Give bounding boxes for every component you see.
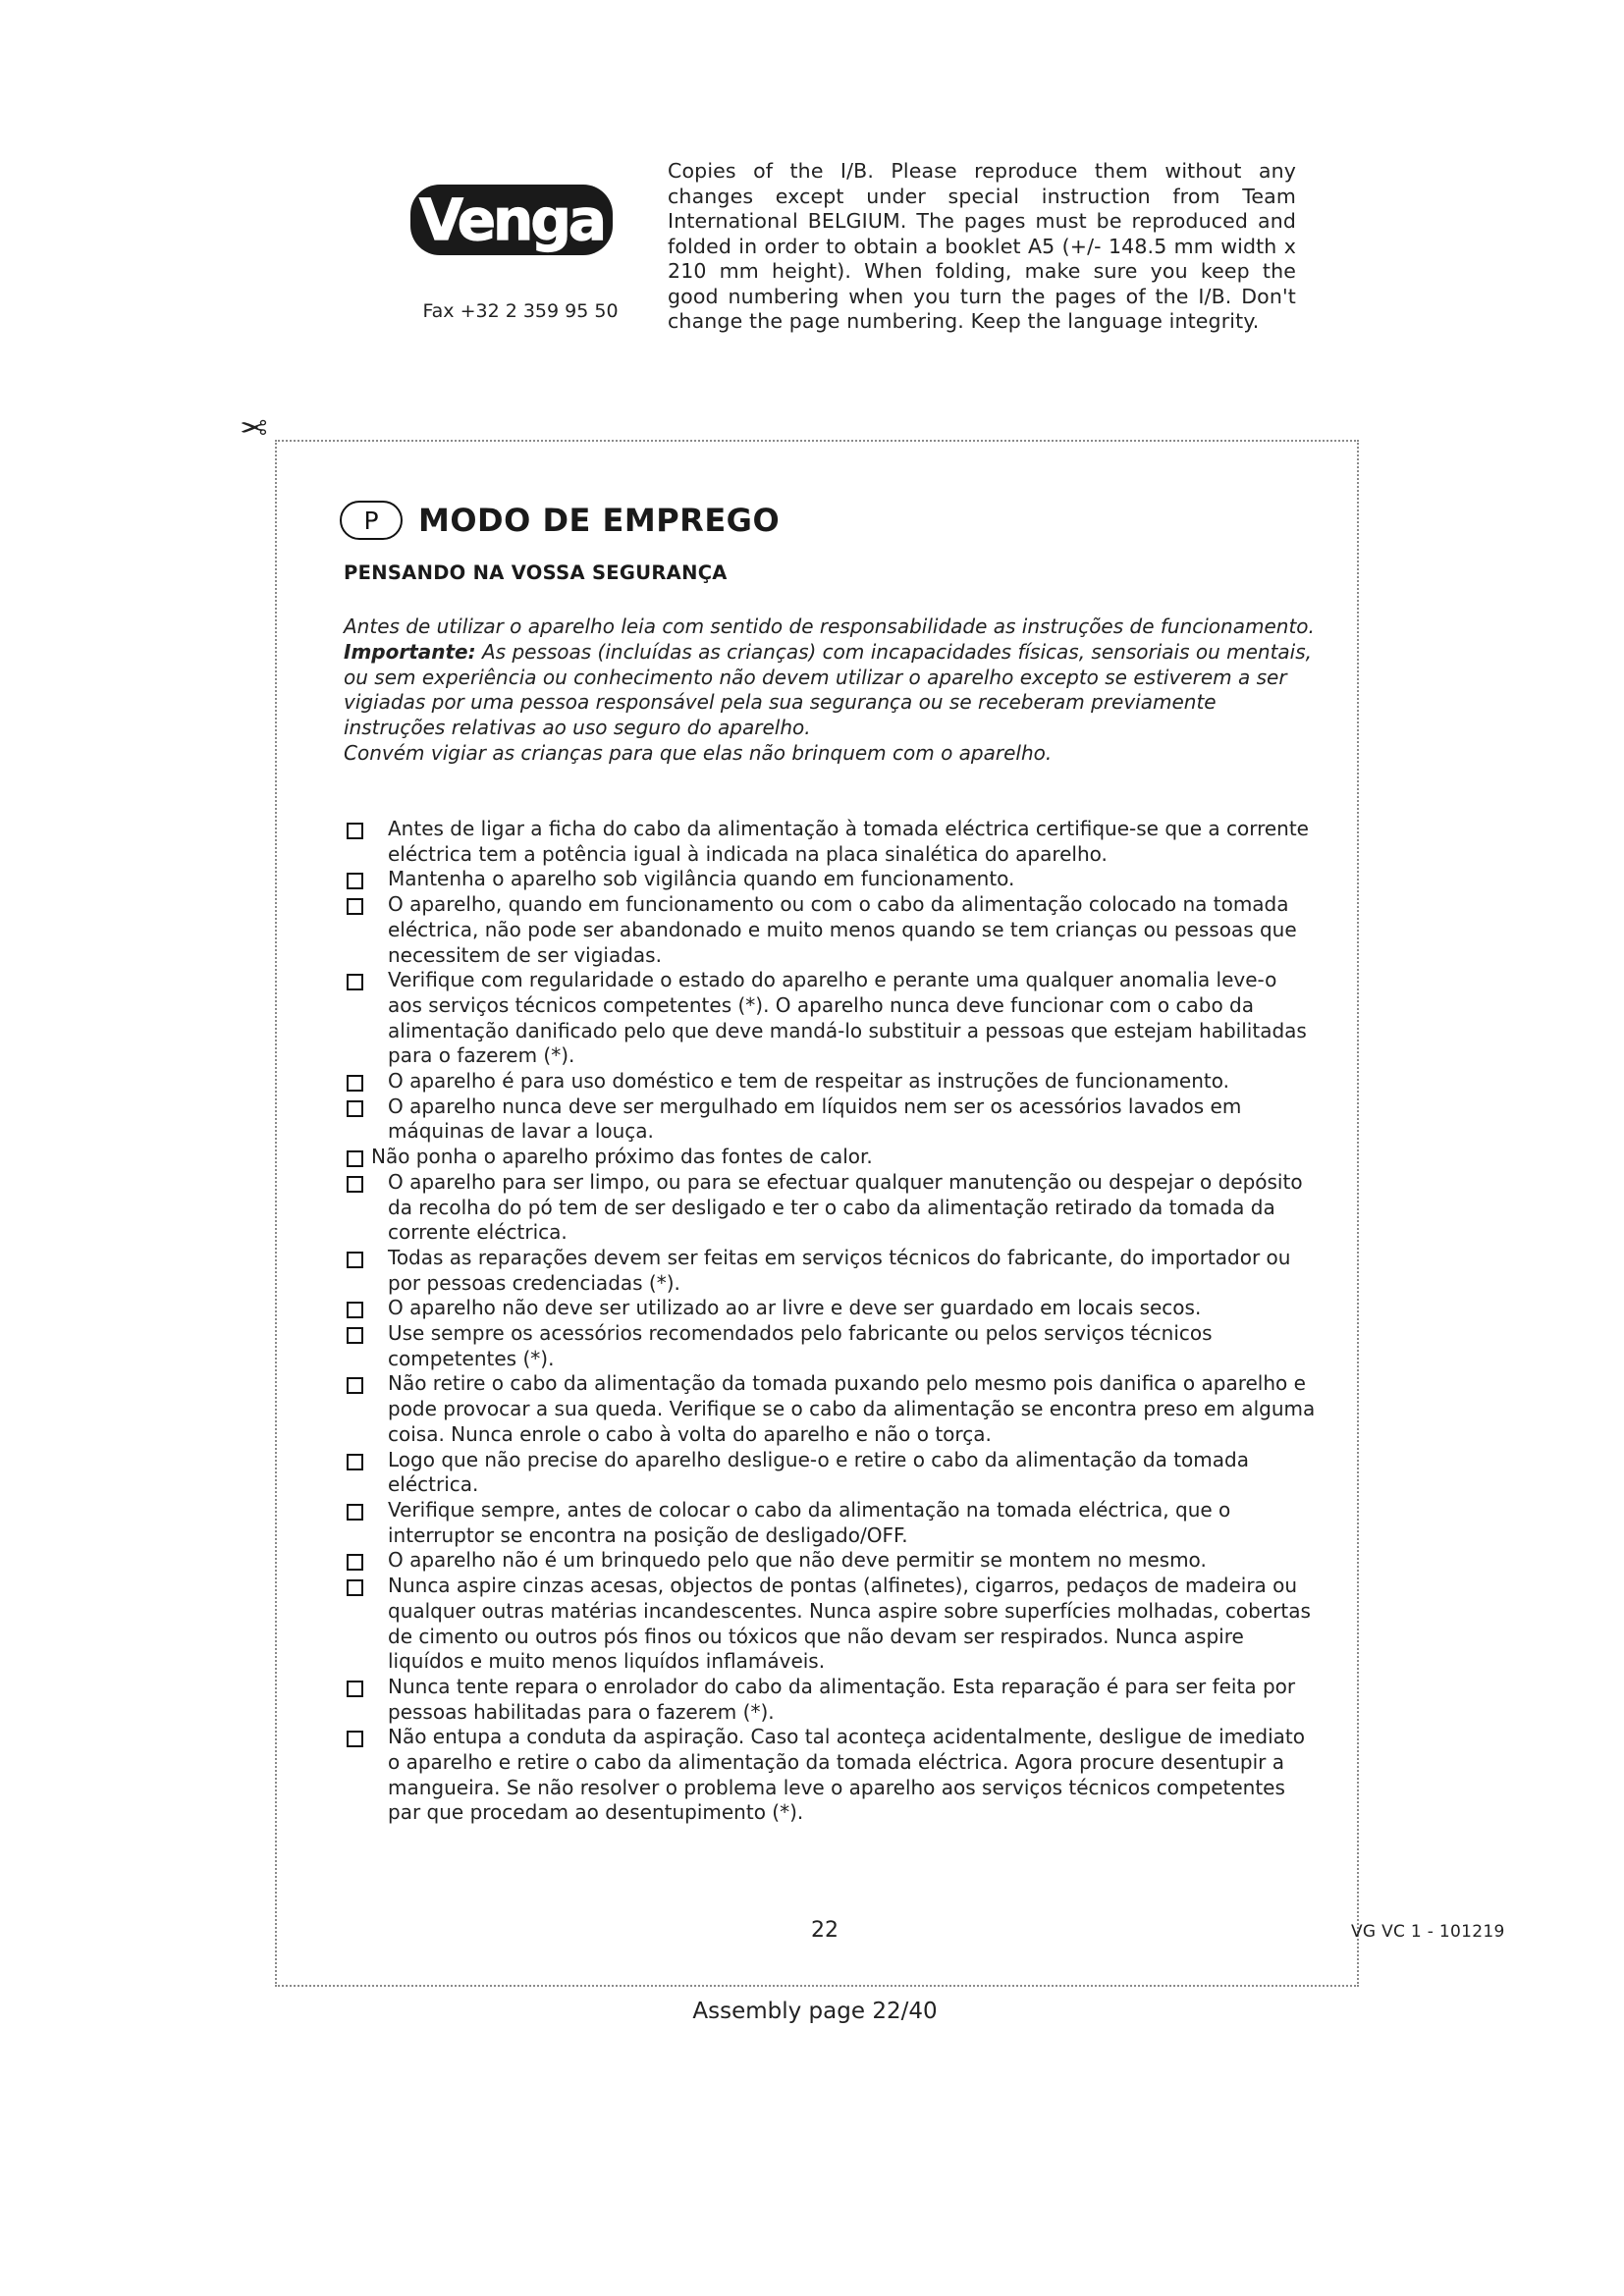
list-item xyxy=(344,1725,1316,1826)
checkbox-square-icon xyxy=(347,898,363,915)
list-item-text: Logo que não precise do aparelho desligue-o e retire o cabo da alimentação da tomada eléctrica. xyxy=(388,1447,1249,1497)
list-item xyxy=(344,1170,1316,1246)
checkbox-square-icon xyxy=(347,1504,363,1521)
list-item-text: Todas as reparações devem ser feitas em serviços técnicos do fabricante, do importador ou por pessoas credenciadas (*). xyxy=(388,1245,1291,1295)
fax-number: Fax +32 2 359 95 50 xyxy=(422,300,619,322)
venga-logo-icon xyxy=(406,175,617,265)
section-title: PENSANDO NA VOSSA SEGURANÇA xyxy=(344,561,728,584)
checkbox-square-icon xyxy=(347,1731,363,1747)
checkbox-square-icon xyxy=(347,873,363,889)
list-item xyxy=(344,867,1316,892)
list-item-text: O aparelho não é um brinquedo pelo que não deve permitir se montem no mesmo. xyxy=(388,1548,1207,1573)
list-item xyxy=(344,1095,1316,1145)
important-label: Importante: xyxy=(344,639,476,664)
manual-title: MODO DE EMPREGO xyxy=(418,502,781,539)
assembly-page-label: Assembly page 22/40 xyxy=(692,1999,938,2024)
scissors-icon: ✂ xyxy=(240,406,268,446)
list-item xyxy=(344,968,1316,1069)
list-item-text: Nunca tente repara o enrolador do cabo da alimentação. Esta reparação é para ser feita por pessoas habilitadas para o fazerem (*). xyxy=(388,1674,1296,1724)
page-number: 22 xyxy=(811,1918,839,1943)
document-code: VG VC 1 - 101219 xyxy=(1351,1922,1505,1942)
children-paragraph: Convém vigiar as crianças para que elas não brinquem com o aparelho. xyxy=(344,740,1053,765)
checkbox-square-icon xyxy=(347,1579,363,1596)
checkbox-square-icon xyxy=(347,1100,363,1117)
list-item-text: Nunca aspire cinzas acesas, objectos de pontas (alfinetes), cigarros, pedaços de madeira ou qualquer outras matérias incandescentes. Nunca aspire sobre superfícies molhadas, cobertas de cimento ou outros pós finos ou tóxicos que não devam ser respirados. Nunca aspire liquídos e muito menos liquídos inflamáveis. xyxy=(388,1574,1311,1674)
checkbox-square-icon xyxy=(347,1377,363,1394)
checkbox-square-icon xyxy=(347,1176,363,1193)
list-item-text: O aparelho para ser limpo, ou para se efectuar qualquer manutenção ou despejar o depósito da recolha do pó tem de ser desligado e ter o cabo da alimentação retirado da tomada da corrente eléctrica. xyxy=(388,1169,1303,1245)
list-item-text: O aparelho é para uso doméstico e tem de respeitar as instruções de funcionamento. xyxy=(388,1069,1229,1094)
language-badge: P xyxy=(340,501,403,540)
list-item xyxy=(344,1448,1316,1498)
list-item xyxy=(344,1296,1316,1321)
checkbox-square-icon xyxy=(347,823,363,839)
important-text: As pessoas (incluídas as crianças) com incapacidades físicas, sensoriais ou mentais, ou sem experiência ou conhecimento não devem utilizar o aparelho excepto se estiverem a ser vigiadas por uma pessoa responsável pela sua segurança ou se receberam previamente instruções relativas ao uso seguro do aparelho. xyxy=(344,639,1313,740)
list-item xyxy=(344,1548,1316,1574)
intro-paragraph: Antes de utilizar o aparelho leia com sentido de responsabilidade as instruções de funcionamento. xyxy=(344,614,1315,638)
safety-intro xyxy=(344,614,1316,767)
logo-text: Venga xyxy=(419,187,604,253)
list-item-text: Antes de ligar a ficha do cabo da alimentação à tomada eléctrica certifique-se que a corrente eléctrica tem a potência igual à indicada na placa sinalética do aparelho. xyxy=(388,817,1309,866)
list-item-text: O aparelho nunca deve ser mergulhado em líquidos nem ser os acessórios lavados em máquinas de lavar a louça. xyxy=(388,1094,1242,1144)
list-item xyxy=(344,1145,1316,1170)
list-item xyxy=(344,1498,1316,1548)
list-item xyxy=(344,1675,1316,1725)
list-item xyxy=(344,1321,1316,1371)
checkbox-square-icon xyxy=(347,1327,363,1344)
copies-instructions: Copies of the I/B. Please reproduce them without any changes except under special instruction from Team International BELGIUM. The pages must be reproduced and folded in order to obtain a booklet A5 (+/- 148.5 mm width x 210 mm height). When folding, make sure you keep the good numbering when you turn the pages of the I/B. Don't change the page numbering. Keep the language integrity. xyxy=(668,159,1296,333)
safety-bullet-list xyxy=(344,817,1316,1826)
list-item xyxy=(344,892,1316,968)
manual-heading xyxy=(340,497,780,544)
checkbox-square-icon xyxy=(347,1150,363,1167)
checkbox-square-icon xyxy=(347,974,363,990)
list-item-text: Verifique sempre, antes de colocar o cabo da alimentação na tomada eléctrica, que o interruptor se encontra na posição de desligado/OFF. xyxy=(388,1497,1231,1547)
list-item xyxy=(344,1371,1316,1447)
checkbox-square-icon xyxy=(347,1302,363,1318)
checkbox-square-icon xyxy=(347,1454,363,1470)
list-item-text: Use sempre os acessórios recomendados pelo fabricante ou pelos serviços técnicos competentes (*). xyxy=(388,1321,1213,1370)
list-item xyxy=(344,1574,1316,1675)
checkbox-square-icon xyxy=(347,1681,363,1697)
list-item xyxy=(344,817,1316,867)
list-item xyxy=(344,1246,1316,1296)
list-item-text: Não ponha o aparelho próximo das fontes de calor. xyxy=(371,1145,873,1169)
list-item xyxy=(344,1069,1316,1095)
list-item-text: Não retire o cabo da alimentação da tomada puxando pelo mesmo pois danifica o aparelho e pode provocar a sua queda. Verifique se o cabo da alimentação se encontra preso em alguma coisa. Nunca enrole o cabo à volta do aparelho e não o torça. xyxy=(388,1371,1316,1446)
list-item-text: O aparelho, quando em funcionamento ou com o cabo da alimentação colocado na tomada eléctrica, não pode ser abandonado e muito menos quando se tem crianças ou pessoas que necessitem de ser vigiadas. xyxy=(388,892,1297,967)
checkbox-square-icon xyxy=(347,1554,363,1571)
checkbox-square-icon xyxy=(347,1252,363,1268)
important-paragraph xyxy=(344,640,1316,741)
list-item-text: O aparelho não deve ser utilizado ao ar livre e deve ser guardado em locais secos. xyxy=(388,1296,1202,1320)
list-item-text: Não entupa a conduta da aspiração. Caso tal aconteça acidentalmente, desligue de imediato o aparelho e retire o cabo da alimentação da tomada eléctrica. Agora procure desentupir a mangueira. Se não resolver o problema leve o aparelho aos serviços técnicos competentes par que procedam ao desentupimento (*). xyxy=(388,1725,1306,1825)
checkbox-square-icon xyxy=(347,1075,363,1092)
list-item-text: Verifique com regularidade o estado do aparelho e perante uma qualquer anomalia leve-o aos serviços técnicos competentes (*). O aparelho nunca deve funcionar com o cabo da alimentação danificado pelo que deve mandá-lo substituir a pessoas que estejam habilitadas para o fazerem (*). xyxy=(388,968,1307,1068)
list-item-text: Mantenha o aparelho sob vigilância quando em funcionamento. xyxy=(388,867,1015,891)
